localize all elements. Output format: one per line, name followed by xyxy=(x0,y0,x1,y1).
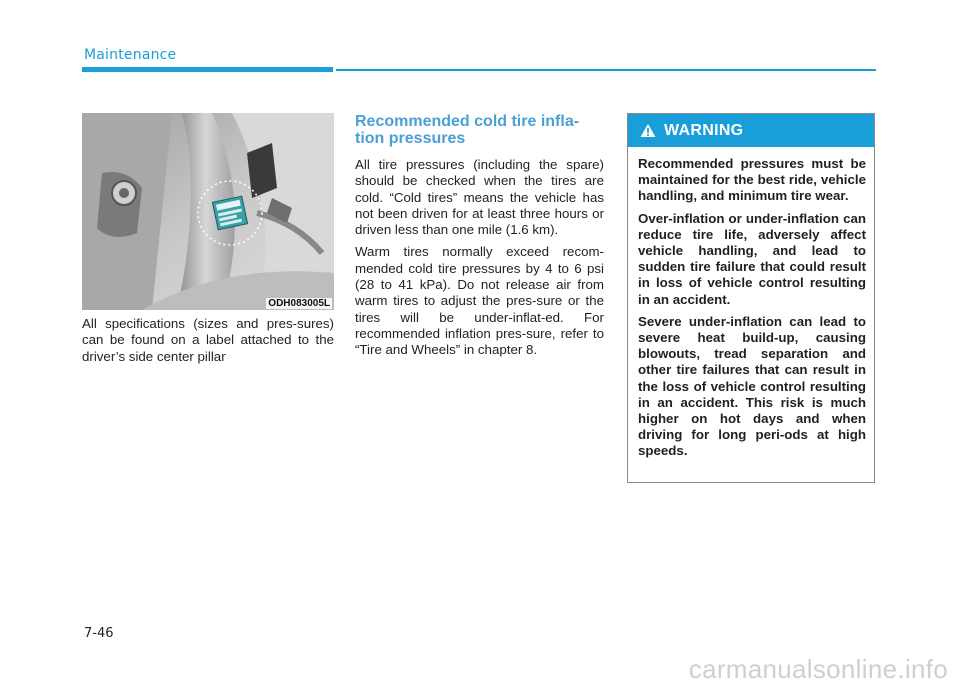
pillar-label-photo xyxy=(82,113,334,310)
warning-paragraph: Severe under-inflation can lead to severe heat build-up, causing blowouts, tread separation and other tire failures that can result in the loss of vehicle control resulting in an accident. This risk is much higher on hot days and when driving for long peri-ods at high speeds. xyxy=(638,313,866,459)
watermark: carmanualsonline.info xyxy=(688,654,948,684)
header-rule-thin xyxy=(336,69,876,71)
warning-header xyxy=(628,114,874,147)
figure-caption: All specifications (sizes and pres-sures) can be found on a label attached to the driver’s side center pillar xyxy=(82,316,334,364)
article-heading: Recommended cold tire infla-tion pressures xyxy=(355,113,580,147)
section-title: Maintenance xyxy=(84,47,177,63)
warning-paragraph: Recommended pressures must be maintained for the best ride, vehicle handling, and minimum tire wear. xyxy=(638,156,866,204)
figure-code: ODH083005L xyxy=(268,298,330,309)
warning-box xyxy=(627,113,875,483)
article-paragraph: All tire pressures (including the spare) should be checked when the tires are cold. “Cold tires” means the vehicle has not been driven for at least three hours or driven less than one mile (1.6 km). xyxy=(355,157,604,238)
header-rule-thick xyxy=(82,67,333,72)
warning-paragraph: Over-inflation or under-inflation can reduce tire life, adversely affect vehicle handling, and lead to sudden tire failure that could result in loss of vehicle control resulting in an accident. xyxy=(638,210,866,307)
door-pillar-illustration xyxy=(82,113,334,310)
warning-triangle-icon xyxy=(640,123,656,138)
warning-body xyxy=(628,147,874,460)
article-paragraph: Warm tires normally exceed recom-mended cold tire pressures by 4 to 6 psi (28 to 41 kPa). Do not release air from warm tires to adjust the pres-sure or the tires will be under-inflat-ed. For recommended inflation pres-sure, refer to “Tire and Wheels” in chapter 8. xyxy=(355,244,604,358)
warning-title: WARNING xyxy=(664,121,744,139)
page-number: 7-46 xyxy=(84,626,114,641)
article-column xyxy=(355,113,604,365)
